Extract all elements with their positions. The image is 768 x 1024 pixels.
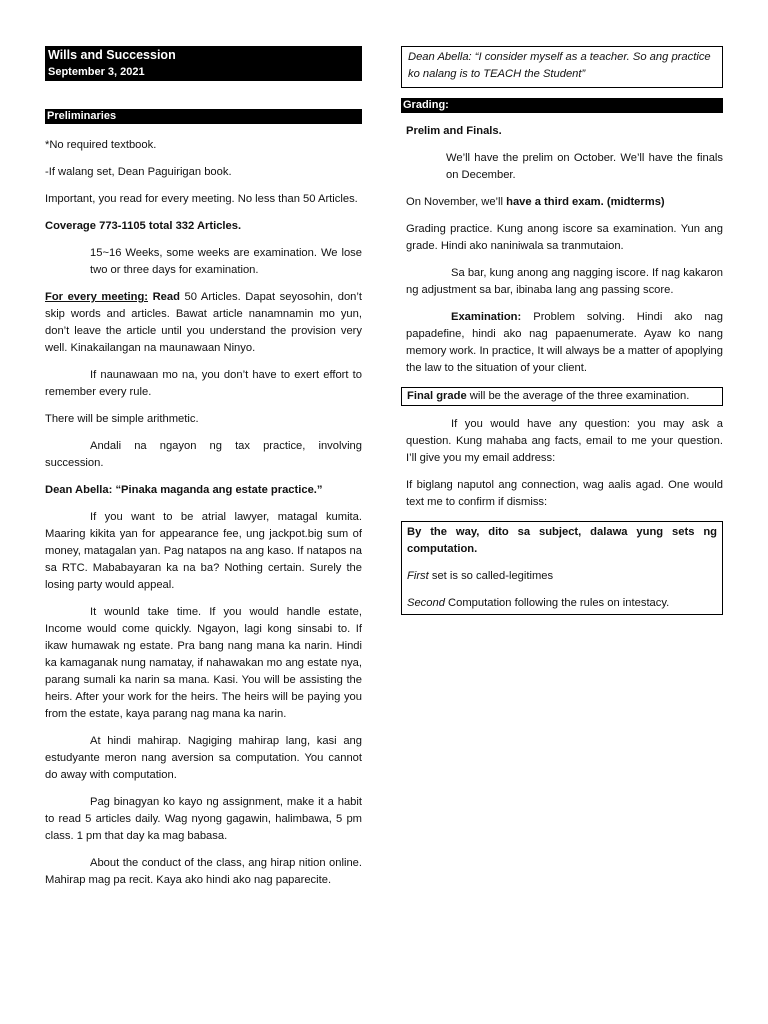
- dean-abella-quote: Dean Abella: “Pinaka maganda ang estate practice.”: [45, 484, 323, 496]
- section-preliminaries: Preliminaries: [45, 109, 362, 124]
- second-label: Second: [407, 597, 445, 609]
- paragraph: 15~16 Weeks, some weeks are examination. We lose two or three days for examination.: [90, 247, 362, 276]
- second-set-line: [407, 595, 717, 614]
- examination-label: Examination:: [451, 311, 522, 323]
- computation-intro: By the way, dito sa subject, dalawa yung sets ng computation.: [407, 526, 717, 555]
- paragraph: If you would have any question: you may ask a question. Kung mahaba ang facts, email to me your question. I’ll give you my email address:: [406, 418, 723, 464]
- document-date: September 3, 2021: [48, 66, 145, 78]
- paragraph: If you want to be atrial lawyer, matagal kumita. Maaring kikita yan for appearance fee, ung jackpot.big sum of money, matagalan yan. Pag natapos na ang kaso. If natapos na sa RTC. Mababayaran ka na ba? Nothing certain. Surely the losing party would appeal.: [45, 511, 362, 591]
- paragraph: If naunawaan mo na, you don’t have to exert effort to remember every rule.: [45, 369, 362, 398]
- final-grade-label: Final grade: [407, 390, 467, 402]
- paragraph: At hindi mahirap. Nagiging mahirap lang, kasi ang estudyante meron nang aversion sa computation. You cannot do away with computation.: [45, 735, 362, 781]
- final-grade-box: [401, 387, 723, 406]
- document-title: Wills and Succession: [48, 48, 176, 62]
- paragraph: Pag binagyan ko kayo ng assignment, make it a habit to read 5 articles daily. Wag nyong gagawin, halimbawa, 5 pm class. 1 pm that day ka mag babasa.: [45, 796, 362, 842]
- paragraph-text: will be the average of the three examination.: [466, 390, 690, 402]
- third-exam-label: have a third exam. (midterms): [506, 196, 665, 208]
- paragraph-text: Problem solving. Hindi ako nag papadefine, hindi ako nag papaenumerate. Ayaw ko nang memory work. In practice, It will always be a matter of apoplying the law to the situation of your client.: [406, 311, 723, 374]
- paragraph: Andali na ngayon ng tax practice, involving succession.: [45, 440, 362, 469]
- paragraph-text: On November, we’ll: [406, 196, 507, 208]
- examination-paragraph: [401, 309, 723, 377]
- paragraph: If biglang naputol ang connection, wag aalis agad. One would text me to confirm if dismiss:: [406, 479, 723, 508]
- teacher-quote-box: Dean Abella: “I consider myself as a teacher. So ang practice ko nalang is to TEACH the Student”: [401, 46, 723, 88]
- paragraph: There will be simple arithmetic.: [45, 413, 199, 425]
- paragraph-text: 50 Articles. Dapat seyosohin, don’t skip words and articles. Bawat article nanamnamin mo yun, don’t leave the article until you understand the provision very well. Kinakailangan na maunawaan Ninyo.: [45, 291, 362, 354]
- paragraph: Grading practice. Kung anong iscore sa examination. Yun ang grade. Hindi ako naniniwala sa tranmutaion.: [406, 223, 723, 252]
- section-grading: Grading:: [401, 98, 723, 113]
- paragraph-text: set is so called-legitimes: [428, 570, 554, 582]
- right-column: [401, 0, 723, 615]
- every-meeting-label: For every meeting:: [45, 291, 149, 303]
- first-set-line: [407, 568, 717, 585]
- paragraph: It wounld take time. If you would handle estate, Income would come quickly. Ngayon, lagi kong sinsabi to. If ikaw humawak ng estate. Pra bang nang mana ka narin. Hindi ka kamaganak nung namatay, if nahawakan mo ang estate nya, parang sumali ka narin sa mana. Kasi. You will be assisting the heirs. After your work for the heirs. The heirs will be paying you from the estate, kaya parang nag mana ka narin.: [45, 606, 362, 720]
- paragraph: Important, you read for every meeting. No less than 50 Articles.: [45, 193, 358, 205]
- computation-sets-box: [401, 521, 723, 615]
- paragraph: About the conduct of the class, ang hirap nition online. Mahirap mag pa recit. Kaya ako hindi ako nag paparecite.: [45, 857, 362, 886]
- paragraph: -If walang set, Dean Paguirigan book.: [45, 166, 232, 178]
- prelim-finals-heading: Prelim and Finals.: [406, 125, 502, 137]
- every-meeting-paragraph: [45, 289, 362, 357]
- paragraph-text: Computation following the rules on intestacy.: [444, 597, 670, 609]
- paragraph: Sa bar, kung anong ang nagging iscore. If nag kakaron ng adjustment sa bar, ibinaba lang ang passing score.: [406, 267, 723, 296]
- paragraph: We’ll have the prelim on October. We’ll have the finals on December.: [446, 152, 723, 181]
- third-exam-paragraph: [401, 194, 723, 211]
- paragraph: *No required textbook.: [45, 139, 157, 151]
- read-label: Read: [148, 291, 180, 303]
- first-label: First: [407, 570, 429, 582]
- left-column: [45, 0, 362, 899]
- coverage-paragraph: Coverage 773-1105 total 332 Articles.: [45, 220, 242, 232]
